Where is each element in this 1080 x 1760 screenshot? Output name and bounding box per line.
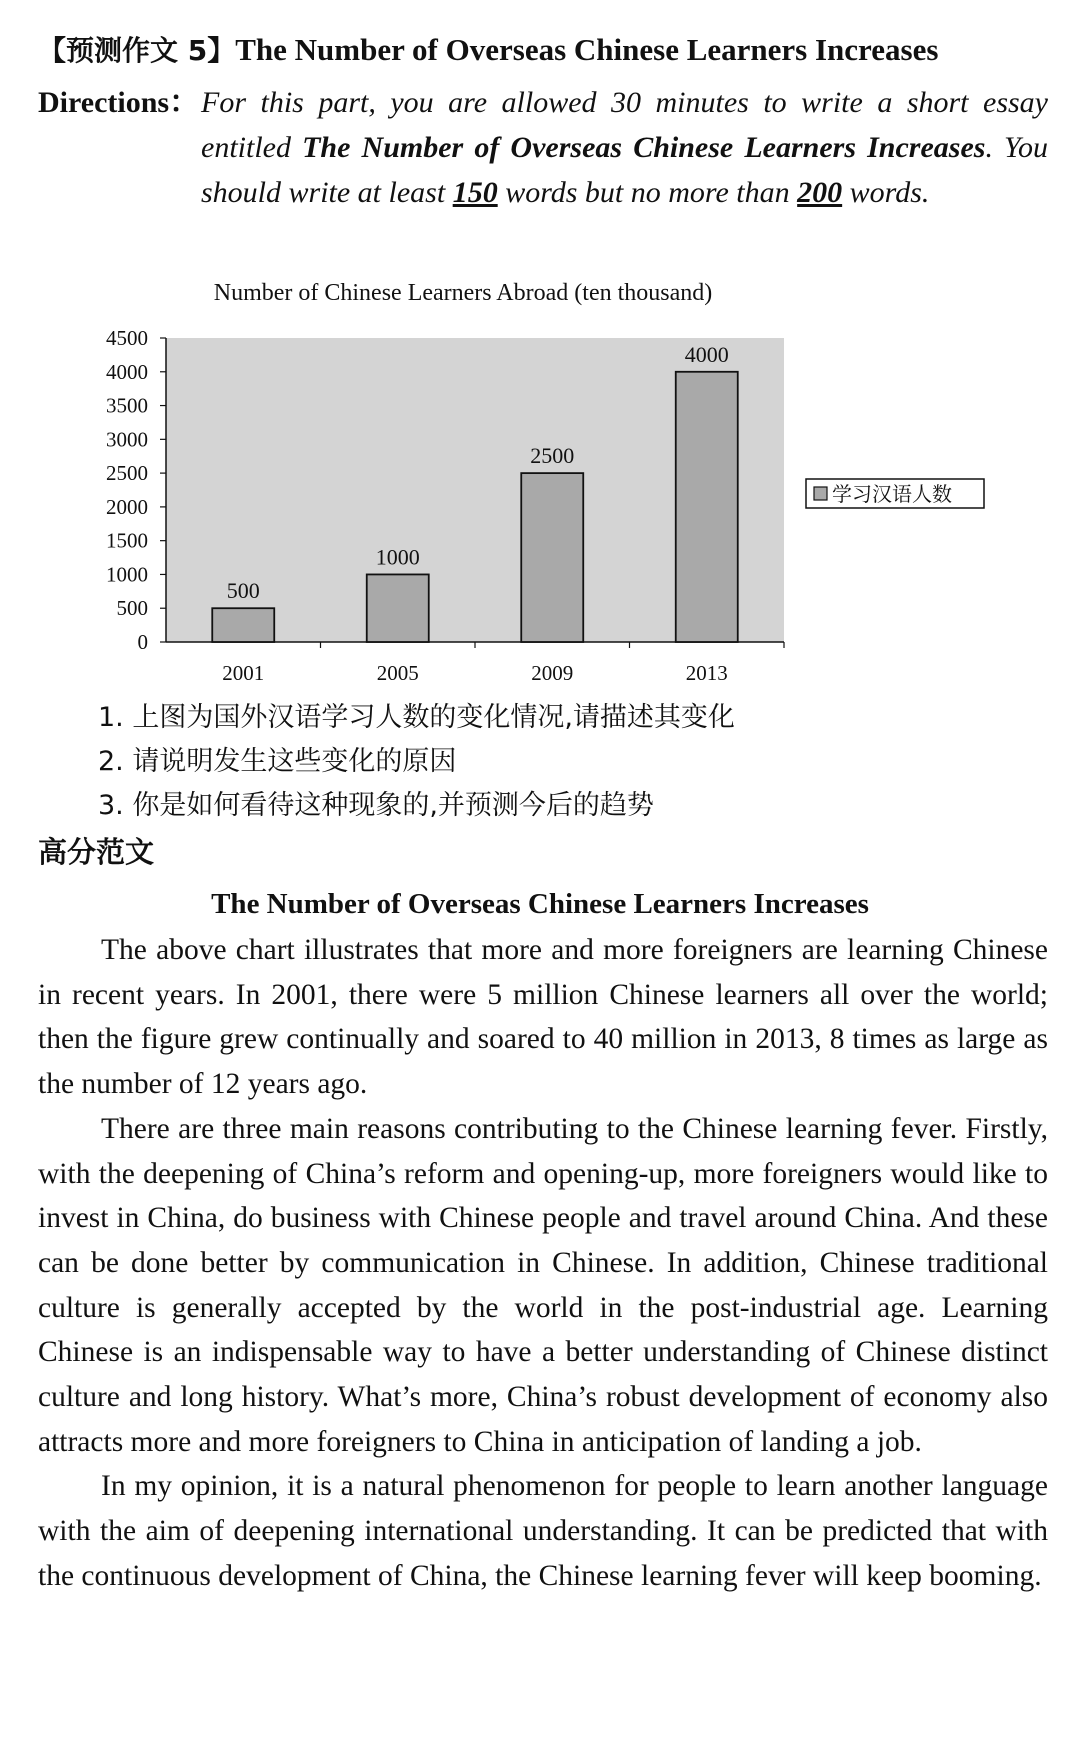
min-words: 150 bbox=[452, 176, 498, 209]
y-tick-label: 4500 bbox=[106, 326, 148, 350]
chart-title: Number of Chinese Learners Abroad (ten thousand) bbox=[213, 280, 713, 306]
task-item-3: 3. 你是如何看待这种现象的,并预测今后的趋势 bbox=[98, 790, 654, 821]
bar-data-label: 500 bbox=[226, 578, 260, 604]
prompt-title bbox=[38, 30, 1048, 71]
bar-data-label: 2500 bbox=[530, 443, 575, 469]
y-tick-label: 1500 bbox=[106, 528, 148, 553]
bar bbox=[521, 473, 583, 642]
directions-text-2: . You should write at least bbox=[201, 131, 1048, 209]
x-tick-label: 2005 bbox=[376, 661, 419, 685]
essay-paragraph-1: The above chart illustrates that more and more foreigners are learning Chinese in recent years. In 2001, there were 5 million Chinese learners all over the world; then the figure grew continually and soared to 40 million in 2013, 8 times as large as the number of 12 years ago. bbox=[38, 934, 1048, 1101]
x-tick-label: 2001 bbox=[222, 661, 265, 685]
model-essay-heading: 高分范文 bbox=[38, 835, 155, 869]
bar bbox=[367, 574, 429, 642]
essay-paragraph-3: In my opinion, it is a natural phenomenon for people to learn another language with the aim of deepening international understanding. It can be predicted that with the continuous development of China, the Chinese learning fever will keep booming. bbox=[38, 1470, 1048, 1592]
y-tick-label: 2000 bbox=[106, 494, 148, 519]
bar bbox=[676, 372, 738, 642]
chart-svg bbox=[0, 270, 1080, 690]
prompt-title-text: The Number of Overseas Chinese Learners Increases bbox=[235, 32, 939, 67]
task-list bbox=[98, 696, 998, 828]
x-tick-label: 2013 bbox=[685, 661, 728, 685]
essay-body bbox=[38, 928, 1048, 1599]
x-tick-label: 2009 bbox=[531, 661, 574, 685]
essay-paragraph-2: There are three main reasons contributing to the Chinese learning fever. Firstly, with the deepening of China’s reform and opening-up, more foreigners would like to invest in China, do business with Chinese people and travel around China. And these can be done better by communication in Chinese. In addition, Chinese traditional culture is generally accepted by the world in the post-industrial age. Learning Chinese is an indispensable way to have a better understanding of Chinese distinct culture and long history. What’s more, China’s robust development of economy also attracts more and more foreigners to China in anticipation of landing a job. bbox=[38, 1112, 1048, 1458]
task-item-1: 1. 上图为国外汉语学习人数的变化情况,请描述其变化 bbox=[98, 702, 735, 733]
directions-text-3: words but no more than bbox=[497, 176, 798, 209]
y-tick-label: 4000 bbox=[106, 359, 148, 384]
y-tick-label: 500 bbox=[116, 596, 148, 621]
bar bbox=[212, 608, 274, 642]
directions-essay-title: The Number of Overseas Chinese Learners Increases bbox=[302, 131, 986, 164]
directions-label: Directions： bbox=[38, 86, 200, 119]
y-tick-label: 0 bbox=[137, 630, 148, 654]
directions-text-4: words. bbox=[842, 176, 930, 209]
directions-text-1: For this part, you are allowed 30 minutes to write a short essay entitled bbox=[201, 86, 1048, 164]
y-tick-label: 3000 bbox=[106, 427, 148, 452]
essay-title: The Number of Overseas Chinese Learners Increases bbox=[211, 888, 869, 920]
max-words: 200 bbox=[797, 176, 843, 209]
task-item-2: 2. 请说明发生这些变化的原因 bbox=[98, 746, 457, 777]
y-tick-label: 1000 bbox=[106, 562, 148, 587]
bar-data-label: 4000 bbox=[684, 341, 729, 367]
legend-label: 学习汉语人数 bbox=[832, 484, 952, 506]
prompt-title-prefix: 【预测作文 5】 bbox=[38, 34, 236, 67]
bar-data-label: 1000 bbox=[375, 544, 420, 570]
directions-text bbox=[201, 80, 1048, 215]
y-tick-label: 3500 bbox=[106, 393, 148, 418]
y-tick-label: 2500 bbox=[106, 461, 148, 486]
bar-chart bbox=[0, 270, 1080, 690]
legend-swatch bbox=[814, 487, 827, 500]
